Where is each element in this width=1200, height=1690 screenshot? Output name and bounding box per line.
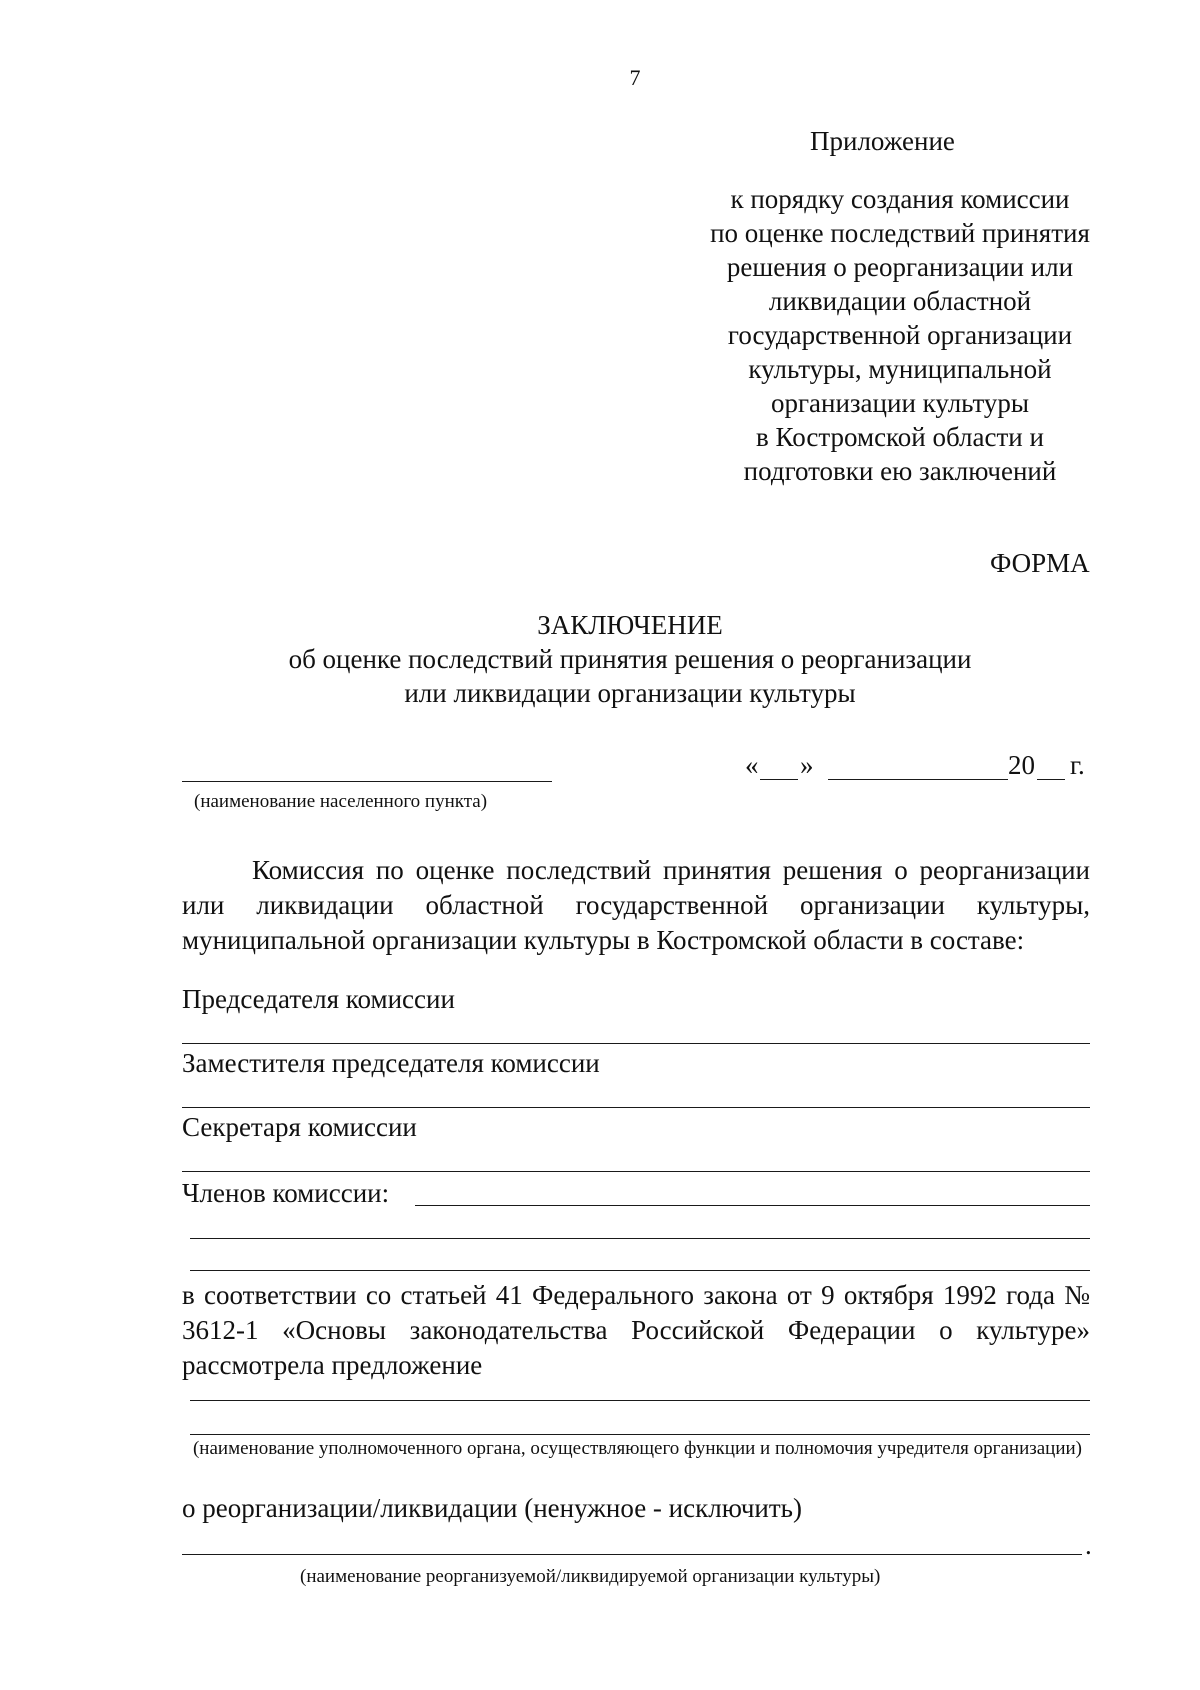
- appendix-line: культуры, муниципальной: [748, 354, 1052, 384]
- form-label: ФОРМА: [990, 548, 1090, 578]
- appendix-reference: [690, 182, 1110, 488]
- date-month-blank: [828, 779, 1008, 780]
- law-paragraph: в соответствии со статьей 41 Федерального закона от 9 октября 1992 года № 3612-1 «Основы законодательства Российской Федерации о культуре» рассмотрела предложение: [182, 1280, 1090, 1380]
- organization-caption: (наименование реорганизуемой/ликвидируемой организации культуры): [300, 1566, 881, 1587]
- appendix-line: организации культуры: [770, 388, 1030, 418]
- field-deputy-line: [182, 1107, 1090, 1108]
- authority-line-1: [190, 1400, 1090, 1401]
- field-chairman-line: [182, 1043, 1090, 1044]
- document-subtitle-line-2: или ликвидации организации культуры: [404, 678, 856, 708]
- field-secretary-line: [182, 1171, 1090, 1172]
- page-number: 7: [629, 65, 641, 90]
- organization-line-period: .: [1085, 1530, 1092, 1560]
- appendix-line: решения о реорганизации или: [726, 252, 1074, 282]
- authority-line-2: [190, 1434, 1090, 1435]
- document-subtitle-line-1: об оценке последствий принятия решения о реорганизации: [288, 644, 972, 674]
- field-members-line-2: [190, 1238, 1090, 1239]
- field-members-line-3: [190, 1270, 1090, 1271]
- appendix-line: по оценке последствий принятия: [710, 218, 1090, 248]
- appendix-line: к порядку создания комиссии: [730, 184, 1070, 214]
- appendix-line: в Костромской области и: [756, 422, 1044, 452]
- organization-line: [182, 1554, 1082, 1555]
- document-title: ЗАКЛЮЧЕНИЕ: [537, 610, 723, 640]
- appendix-label: Приложение: [810, 126, 955, 156]
- reorg-line: о реорганизации/ликвидации (ненужное - исключить): [182, 1493, 802, 1523]
- date-close-quote: »: [800, 750, 814, 780]
- date-year-suffix: г.: [1070, 750, 1085, 780]
- appendix-line: ликвидации областной: [768, 286, 1032, 316]
- locality-blank-line: [182, 781, 552, 782]
- date-open-quote: «: [745, 750, 759, 780]
- locality-caption: (наименование населенного пункта): [194, 791, 488, 812]
- authority-caption: (наименование уполномоченного органа, осуществляющего функции и полномочия учредителя организации): [192, 1438, 1083, 1459]
- date-year-blank: [1037, 779, 1065, 780]
- field-chairman-label: Председателя комиссии: [182, 984, 455, 1014]
- field-members-label: Членов комиссии:: [182, 1178, 390, 1208]
- field-members-line-1: [415, 1205, 1090, 1206]
- intro-paragraph: Комиссия по оценке последствий принятия решения о реорганизации или ликвидации областной государственной организации культуры, муниципальной организации культуры в Костромской области в составе:: [182, 855, 1090, 955]
- field-secretary-label: Секретаря комиссии: [182, 1112, 417, 1142]
- field-deputy-label: Заместителя председателя комиссии: [182, 1048, 600, 1078]
- appendix-line: подготовки ею заключений: [743, 456, 1057, 486]
- date-year-prefix: 20: [1008, 750, 1035, 780]
- date-day-blank: [760, 779, 798, 780]
- appendix-line: государственной организации: [727, 320, 1073, 350]
